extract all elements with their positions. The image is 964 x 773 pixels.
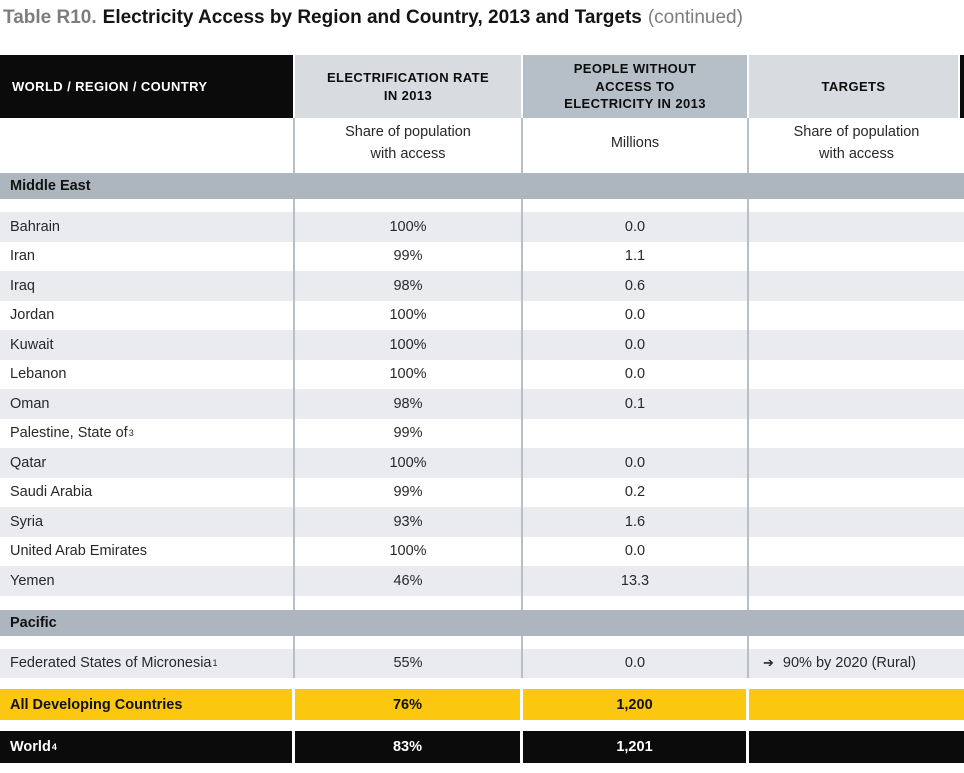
section-header: Middle East	[0, 173, 964, 199]
electrification-rate: 100%	[295, 301, 523, 331]
row-gap	[0, 596, 964, 610]
table-row	[0, 478, 964, 508]
gap-cell	[749, 636, 964, 649]
electrification-rate: 100%	[295, 360, 523, 390]
target	[749, 330, 964, 360]
target	[749, 242, 964, 272]
electrification-rate: 99%	[295, 242, 523, 272]
header-label: TARGETS	[821, 78, 886, 94]
target-text: 90% by 2020 (Rural)	[782, 655, 916, 672]
people-without-access: 0.2	[523, 478, 749, 508]
gap-cell	[0, 636, 295, 649]
gap-cell	[523, 636, 749, 649]
target	[749, 212, 964, 242]
target	[749, 360, 964, 390]
electrification-rate: 99%	[295, 478, 523, 508]
target	[749, 419, 964, 449]
table-row	[0, 389, 964, 419]
summary-label	[0, 689, 295, 720]
electrification-rate: 93%	[295, 507, 523, 537]
gap-cell	[749, 596, 964, 610]
country-name: Palestine, State of 3	[0, 419, 295, 449]
people-without-access: 0.0	[523, 301, 749, 331]
gap-cell	[523, 170, 749, 173]
page-title	[3, 6, 743, 30]
summary-label-text: All Developing Countries	[10, 696, 183, 713]
country-name: Iran	[0, 242, 295, 272]
people-without-access: 0.0	[523, 537, 749, 567]
target	[749, 566, 964, 596]
header-label: PEOPLE WITHOUT ACCESS TO ELECTRICITY IN 2013	[564, 61, 706, 112]
electrification-rate: 98%	[295, 389, 523, 419]
target	[749, 649, 964, 679]
electrification-rate: 76%	[295, 689, 523, 720]
target	[749, 478, 964, 508]
table-row	[0, 212, 964, 242]
target	[749, 731, 964, 763]
people-without-access: 0.0	[523, 212, 749, 242]
header-label: WORLD / REGION / COUNTRY	[12, 78, 208, 94]
people-without-access: 0.1	[523, 389, 749, 419]
gap-cell	[295, 596, 523, 610]
country-name: Qatar	[0, 448, 295, 478]
subheader-label: Share of population with access	[345, 124, 471, 162]
table-title: Electricity Access by Region and Country, 2013 and Targets	[102, 7, 642, 28]
gap-cell	[295, 170, 523, 173]
gap-cell	[749, 199, 964, 212]
country-name: Jordan	[0, 301, 295, 331]
people-without-access: 0.0	[523, 330, 749, 360]
gap-cell	[295, 636, 523, 649]
electrification-rate: 100%	[295, 330, 523, 360]
people-without-access	[523, 419, 749, 449]
country-name: Yemen	[0, 566, 295, 596]
people-without-access: 13.3	[523, 566, 749, 596]
row-gap	[0, 636, 964, 649]
country-name: Bahrain	[0, 212, 295, 242]
electrification-rate: 83%	[295, 731, 523, 763]
people-without-access: 0.0	[523, 448, 749, 478]
electrification-rate: 99%	[295, 419, 523, 449]
row-gap	[0, 199, 964, 212]
table-row	[0, 448, 964, 478]
gap-cell	[523, 199, 749, 212]
table-title-continued: (continued)	[647, 7, 743, 28]
next-column-header-cropped	[960, 55, 964, 118]
table-row	[0, 566, 964, 596]
header-electrification-rate	[295, 55, 521, 118]
gap-cell	[0, 596, 295, 610]
table-row	[0, 301, 964, 331]
people-without-access: 1,201	[523, 731, 749, 763]
electrification-rate: 100%	[295, 537, 523, 567]
table-row	[0, 271, 964, 301]
summary-row-developing-countries	[0, 689, 964, 720]
people-without-access: 0.6	[523, 271, 749, 301]
electrification-rate: 100%	[295, 212, 523, 242]
country-name: Oman	[0, 389, 295, 419]
electrification-rate: 46%	[295, 566, 523, 596]
country-name: United Arab Emirates	[0, 537, 295, 567]
electricity-access-table	[0, 55, 964, 763]
gap-cell	[0, 199, 295, 212]
table-sections	[0, 170, 964, 678]
header-people-without-access	[523, 55, 747, 118]
subheader-empty	[0, 118, 295, 170]
table-row	[0, 360, 964, 390]
people-without-access: 1.1	[523, 242, 749, 272]
country-name: Federated States of Micronesia 1	[0, 649, 295, 679]
electrification-rate: 55%	[295, 649, 523, 679]
target	[749, 389, 964, 419]
table-header-row	[0, 55, 964, 118]
electrification-rate: 100%	[295, 448, 523, 478]
target	[749, 537, 964, 567]
header-label: ELECTRIFICATION RATE IN 2013	[326, 69, 490, 103]
country-name: Lebanon	[0, 360, 295, 390]
target	[749, 448, 964, 478]
table-number: Table R10.	[3, 7, 97, 28]
people-without-access: 1.6	[523, 507, 749, 537]
section-header: Pacific	[0, 610, 964, 636]
electrification-rate: 98%	[295, 271, 523, 301]
row-gap	[0, 720, 964, 731]
gap-cell	[295, 199, 523, 212]
people-without-access: 1,200	[523, 689, 749, 720]
target	[749, 689, 964, 720]
table-row	[0, 419, 964, 449]
gap-cell	[749, 170, 964, 173]
target	[749, 271, 964, 301]
table-row	[0, 242, 964, 272]
summary-row-world	[0, 731, 964, 763]
subheader-label: Share of population with access	[793, 124, 920, 162]
people-without-access: 0.0	[523, 649, 749, 679]
people-without-access: 0.0	[523, 360, 749, 390]
target	[749, 301, 964, 331]
table-row	[0, 649, 964, 679]
table-row	[0, 507, 964, 537]
gap-cell	[523, 596, 749, 610]
table-row	[0, 330, 964, 360]
header-world-region-country	[0, 55, 293, 118]
country-name: Syria	[0, 507, 295, 537]
arrow-right-icon: ➔	[763, 655, 774, 671]
country-name: Iraq	[0, 271, 295, 301]
gap-cell	[0, 170, 295, 173]
target	[749, 507, 964, 537]
subheader-target-units	[749, 118, 964, 170]
subheader-rate-units	[295, 118, 523, 170]
country-name: Kuwait	[0, 330, 295, 360]
table-subheader-row	[0, 118, 964, 170]
row-gap	[0, 678, 964, 689]
table-row	[0, 537, 964, 567]
row-gap	[0, 170, 964, 173]
summary-label: World 4	[0, 731, 295, 763]
subheader-millions	[523, 118, 749, 170]
subheader-label: Millions	[610, 135, 660, 152]
header-targets	[749, 55, 958, 118]
country-name: Saudi Arabia	[0, 478, 295, 508]
summary-label-text: World	[10, 739, 51, 755]
